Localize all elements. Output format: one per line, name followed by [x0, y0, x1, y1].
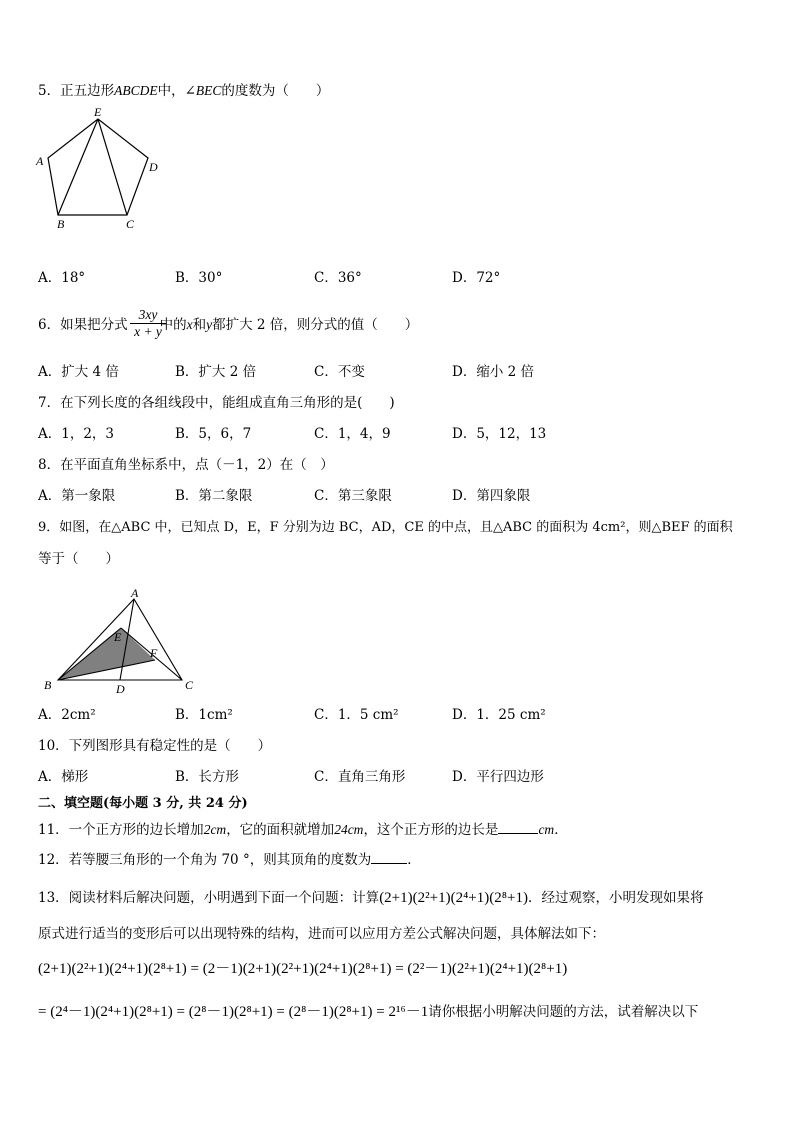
q6-option-d: D．缩小 2 倍 [452, 364, 534, 380]
q6-option-b: B．扩大 2 倍 [175, 364, 257, 380]
q5-option-d: D．72° [452, 270, 501, 286]
q13-line4-post: 请你根据小明解决问题的方法，试着解决以下 [428, 1004, 699, 1020]
q9-label-c: C [185, 678, 194, 692]
q7-option-a: A．1，2，3 [38, 426, 115, 442]
q5-option-a: A．18° [38, 270, 86, 286]
q6-var-y: y [206, 317, 213, 332]
q5-angle: ∠BEC [184, 83, 222, 98]
q11-text-mid2: ，这个正方形的边长是 [363, 822, 499, 838]
q6-var-x: x [186, 317, 193, 332]
q5-stem [38, 84, 329, 99]
q9-label-d: D [116, 682, 125, 696]
q5-option-c: C．36° [314, 270, 362, 286]
q13-line4-expression: = (2⁴－1)(2⁴+1)(2⁸+1) = (2⁸－1)(2⁸+1) = (2⁸－1)(2⁸+1) = 2¹⁶－1 [38, 1004, 429, 1020]
q8-option-c: C．第三象限 [314, 488, 392, 504]
q5-label-e: E [94, 105, 102, 119]
q10-option-b: B．长方形 [175, 769, 239, 785]
q11-text-pre: 11．一个正方形的边长增加 [38, 822, 204, 838]
q9-label-a: A [131, 586, 139, 600]
q9-option-c: C．1．5 cm² [314, 707, 399, 723]
q10-option-a: A．梯形 [38, 769, 89, 785]
q9-option-b: B．1cm² [175, 707, 233, 723]
q6-fraction-denominator: x + y [134, 324, 162, 339]
q7-option-c: C．1，4，9 [314, 426, 391, 442]
q5-pentagon-figure [30, 105, 170, 235]
q11-value-2: 24cm [334, 822, 364, 837]
q9-label-b: B [44, 678, 52, 692]
q9-option-a: A．2cm² [38, 707, 96, 723]
q5-option-b: B．30° [175, 270, 223, 286]
q7-stem: 7．在下列长度的各组线段中，能组成直角三角形的是( ) [38, 395, 395, 411]
q12-answer-blank[interactable] [371, 863, 407, 864]
q13-line1-expression: (2+1)(2²+1)(2⁴+1)(2⁸+1) [379, 890, 528, 906]
section-2-title: 二、填空题(每小题 3 分, 共 24 分) [38, 796, 248, 811]
q5-polygon-name: ABCDE [114, 83, 158, 98]
q5-text-mid: 中， [157, 83, 185, 99]
q8-option-a: A．第一象限 [38, 488, 116, 504]
q10-stem: 10．下列图形具有稳定性的是（ ） [38, 738, 272, 754]
q6-option-a: A．扩大 4 倍 [38, 364, 119, 380]
q6-fraction [130, 307, 166, 340]
q6-text-mid2: 和 [192, 317, 207, 333]
q8-option-d: D．第四象限 [452, 488, 531, 504]
q8-option-b: B．第二象限 [175, 488, 253, 504]
q6-option-c: C．不变 [314, 364, 365, 380]
q9-label-e: E [114, 630, 122, 644]
q5-text-post: 的度数为（ ） [221, 83, 330, 99]
q9-option-d: D．1．25 cm² [452, 707, 546, 723]
q6-text-mid1: 中的 [159, 317, 187, 333]
q13-line1 [38, 891, 703, 906]
q5-label-d: D [149, 160, 158, 174]
q7-option-b: B．5，6，7 [175, 426, 252, 442]
q5-label-b: B [57, 217, 65, 231]
q12-stem [38, 854, 421, 868]
q5-label-c: C [126, 217, 135, 231]
q11-value-1: 2cm [203, 822, 227, 837]
q13-line1-post: ．经过观察，小明发现如果将 [527, 890, 704, 906]
q13-line2: 原式进行适当的变形后可以出现特殊的结构，进而可以应用方差公式解决问题，具体解法如下： [38, 926, 605, 942]
q11-text-post: ． [554, 822, 568, 838]
q9-stem-line1: 9．如图，在△ABC 中，已知点 D，E，F 分别为边 BC，AD，CE 的中点，且△ABC 的面积为 4cm²，则△BEF 的面积 [38, 520, 733, 535]
q5-text-pre: 5．正五边形 [38, 83, 115, 99]
q12-text-post: ． [407, 852, 421, 868]
q6-fraction-numerator: 3xy [130, 307, 166, 324]
q13-line4 [38, 1005, 698, 1020]
q11-unit: cm [538, 822, 555, 837]
q13-line3-expression: (2+1)(2²+1)(2⁴+1)(2⁸+1) = (2－1)(2+1)(2²+1)(2⁴+1)(2⁸+1) = (2²－1)(2²+1)(2⁴+1)(2⁸+1) [38, 961, 568, 977]
q8-stem: 8．在平面直角坐标系中，点（－1，2）在（ ） [38, 457, 334, 473]
q9-triangle-figure [36, 585, 211, 700]
q6-stem [38, 318, 418, 333]
q13-line1-text: 13．阅读材料后解决问题，小明遇到下面一个问题：计算 [38, 890, 380, 906]
q6-text-pre: 6．如果把分式 [38, 317, 128, 333]
q9-stem-line2: 等于（ ） [38, 551, 119, 567]
q11-text-mid: ，它的面积就增加 [226, 822, 335, 838]
q6-text-post: 都扩大 2 倍，则分式的值（ ） [212, 317, 419, 333]
q11-answer-blank[interactable] [498, 833, 538, 834]
q5-label-a: A [36, 154, 44, 168]
q10-option-c: C．直角三角形 [314, 769, 406, 785]
q10-option-d: D．平行四边形 [452, 769, 544, 785]
q11-stem [38, 823, 568, 838]
q7-option-d: D．5，12，13 [452, 426, 547, 442]
q12-text-pre: 12．若等腰三角形的一个角为 70 °，则其顶角的度数为 [38, 852, 372, 868]
q9-label-f: F [150, 646, 158, 660]
